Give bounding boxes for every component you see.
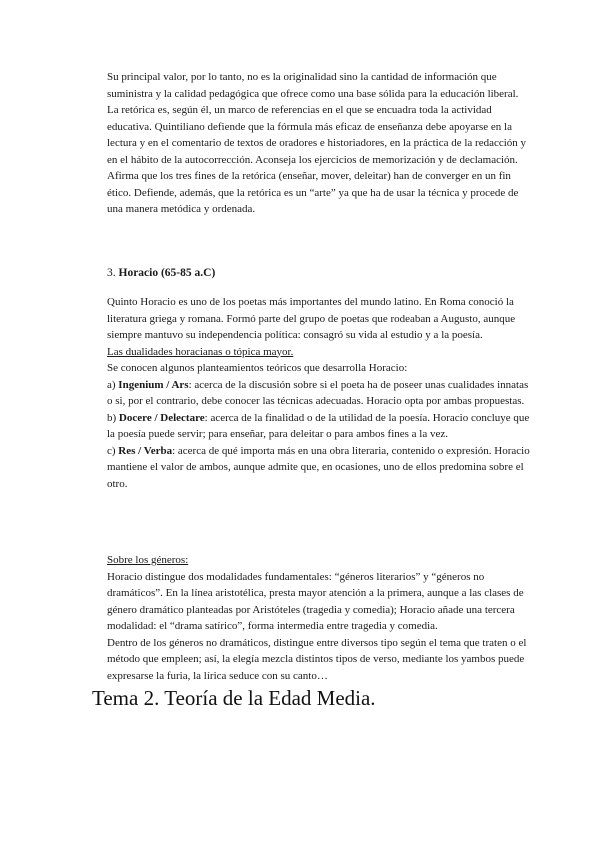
section-title: Horacio (65-85 a.C) <box>118 267 216 279</box>
section-number: 3. <box>107 267 116 279</box>
horacio-intro: Quinto Horacio es uno de los poetas más importantes del mundo latino. En Roma conoció la literatura griega y romana. Formó parte del grupo de poetas que rodeaban a Augusto, aunque siempre mantuvo su independencia política: consagró su vida al estudio y a la poesía. <box>107 296 516 341</box>
section-heading <box>107 265 532 282</box>
chapter-heading: Tema 2. Teoría de la Edad Media. <box>92 686 376 710</box>
generos-paragraph: Horacio distingue dos modalidades fundamentales: “géneros literarios” y “géneros no dramáticos”. En la línea aristotélica, presta mayor atención a la primera, aunque a las clases de género dramático planteadas por Aristóteles (tragedia y comedia); Horacio añade una tercera modalidad: el “drama satírico”, forma intermedia entre tragedia y comedia. <box>107 570 524 632</box>
generos-heading: Sobre los géneros: <box>107 554 189 566</box>
dualidades-heading: Las dualidades horacianas o tópica mayor. <box>107 345 294 358</box>
dualidades-intro: Se conocen algunos planteamientos teóricos que desarrolla Horacio: <box>107 362 408 374</box>
paragraph-text: Su principal valor, por lo tanto, no es la originalidad sino la cantidad de información que suministra y la calidad pedagógica que ofrece como una base sólida para la educación liberal. La retórica es, según él, un marco de referencias en el que se encuadra toda la actividad educativa. Quintiliano defiende que la fórmula más eficaz de enseñanza debe apoyarse en la lectura y en el comentario de textos de oradores e historiadores, en la práctica de la redacción y en el hábito de la autocorrección. Aconseja los ejercicios de memorización y de declamación. Afirma que los tres fines de la retórica (enseñar, mover, deleitar) han de converger en un fin ético. Defiende, además, que la retórica es un “arte” ya que ha de usar la técnica y procede de una manera metódica y ordenada. <box>107 71 527 215</box>
generos-paragraph: Dentro de los géneros no dramáticos, distingue entre diversos tipo según el tema que traten o el método que empleen; así, la elegía mezcla distintos tipos de verso, mediante los yambos puede expresarse la furia, la lírica seduce con su canto… <box>107 636 527 682</box>
dualidad-item: b) Docere / Delectare: acerca de la finalidad o de la utilidad de la poesía. Horacio concluye que la poesía puede servir; para enseñar, para deleitar o para ambos fines a la vez. <box>107 411 530 440</box>
intro-paragraph <box>107 69 532 218</box>
horacio-section <box>107 294 532 492</box>
dualidad-item: c) Res / Verba: acerca de qué importa más en una obra literaria, contenido o expresión. Horacio mantiene el valor de ambos, aunque admite que, en ocasiones, uno de ellos predomina sobre el otro. <box>107 444 530 490</box>
dualidad-item: a) Ingenium / Ars: acerca de la discusión sobre si el poeta ha de poseer unas cualidades innatas o si, por el contrario, debe conocer las técnicas adecuadas. Horacio opta por ambas propuestas. <box>107 378 529 407</box>
generos-section <box>107 552 532 684</box>
